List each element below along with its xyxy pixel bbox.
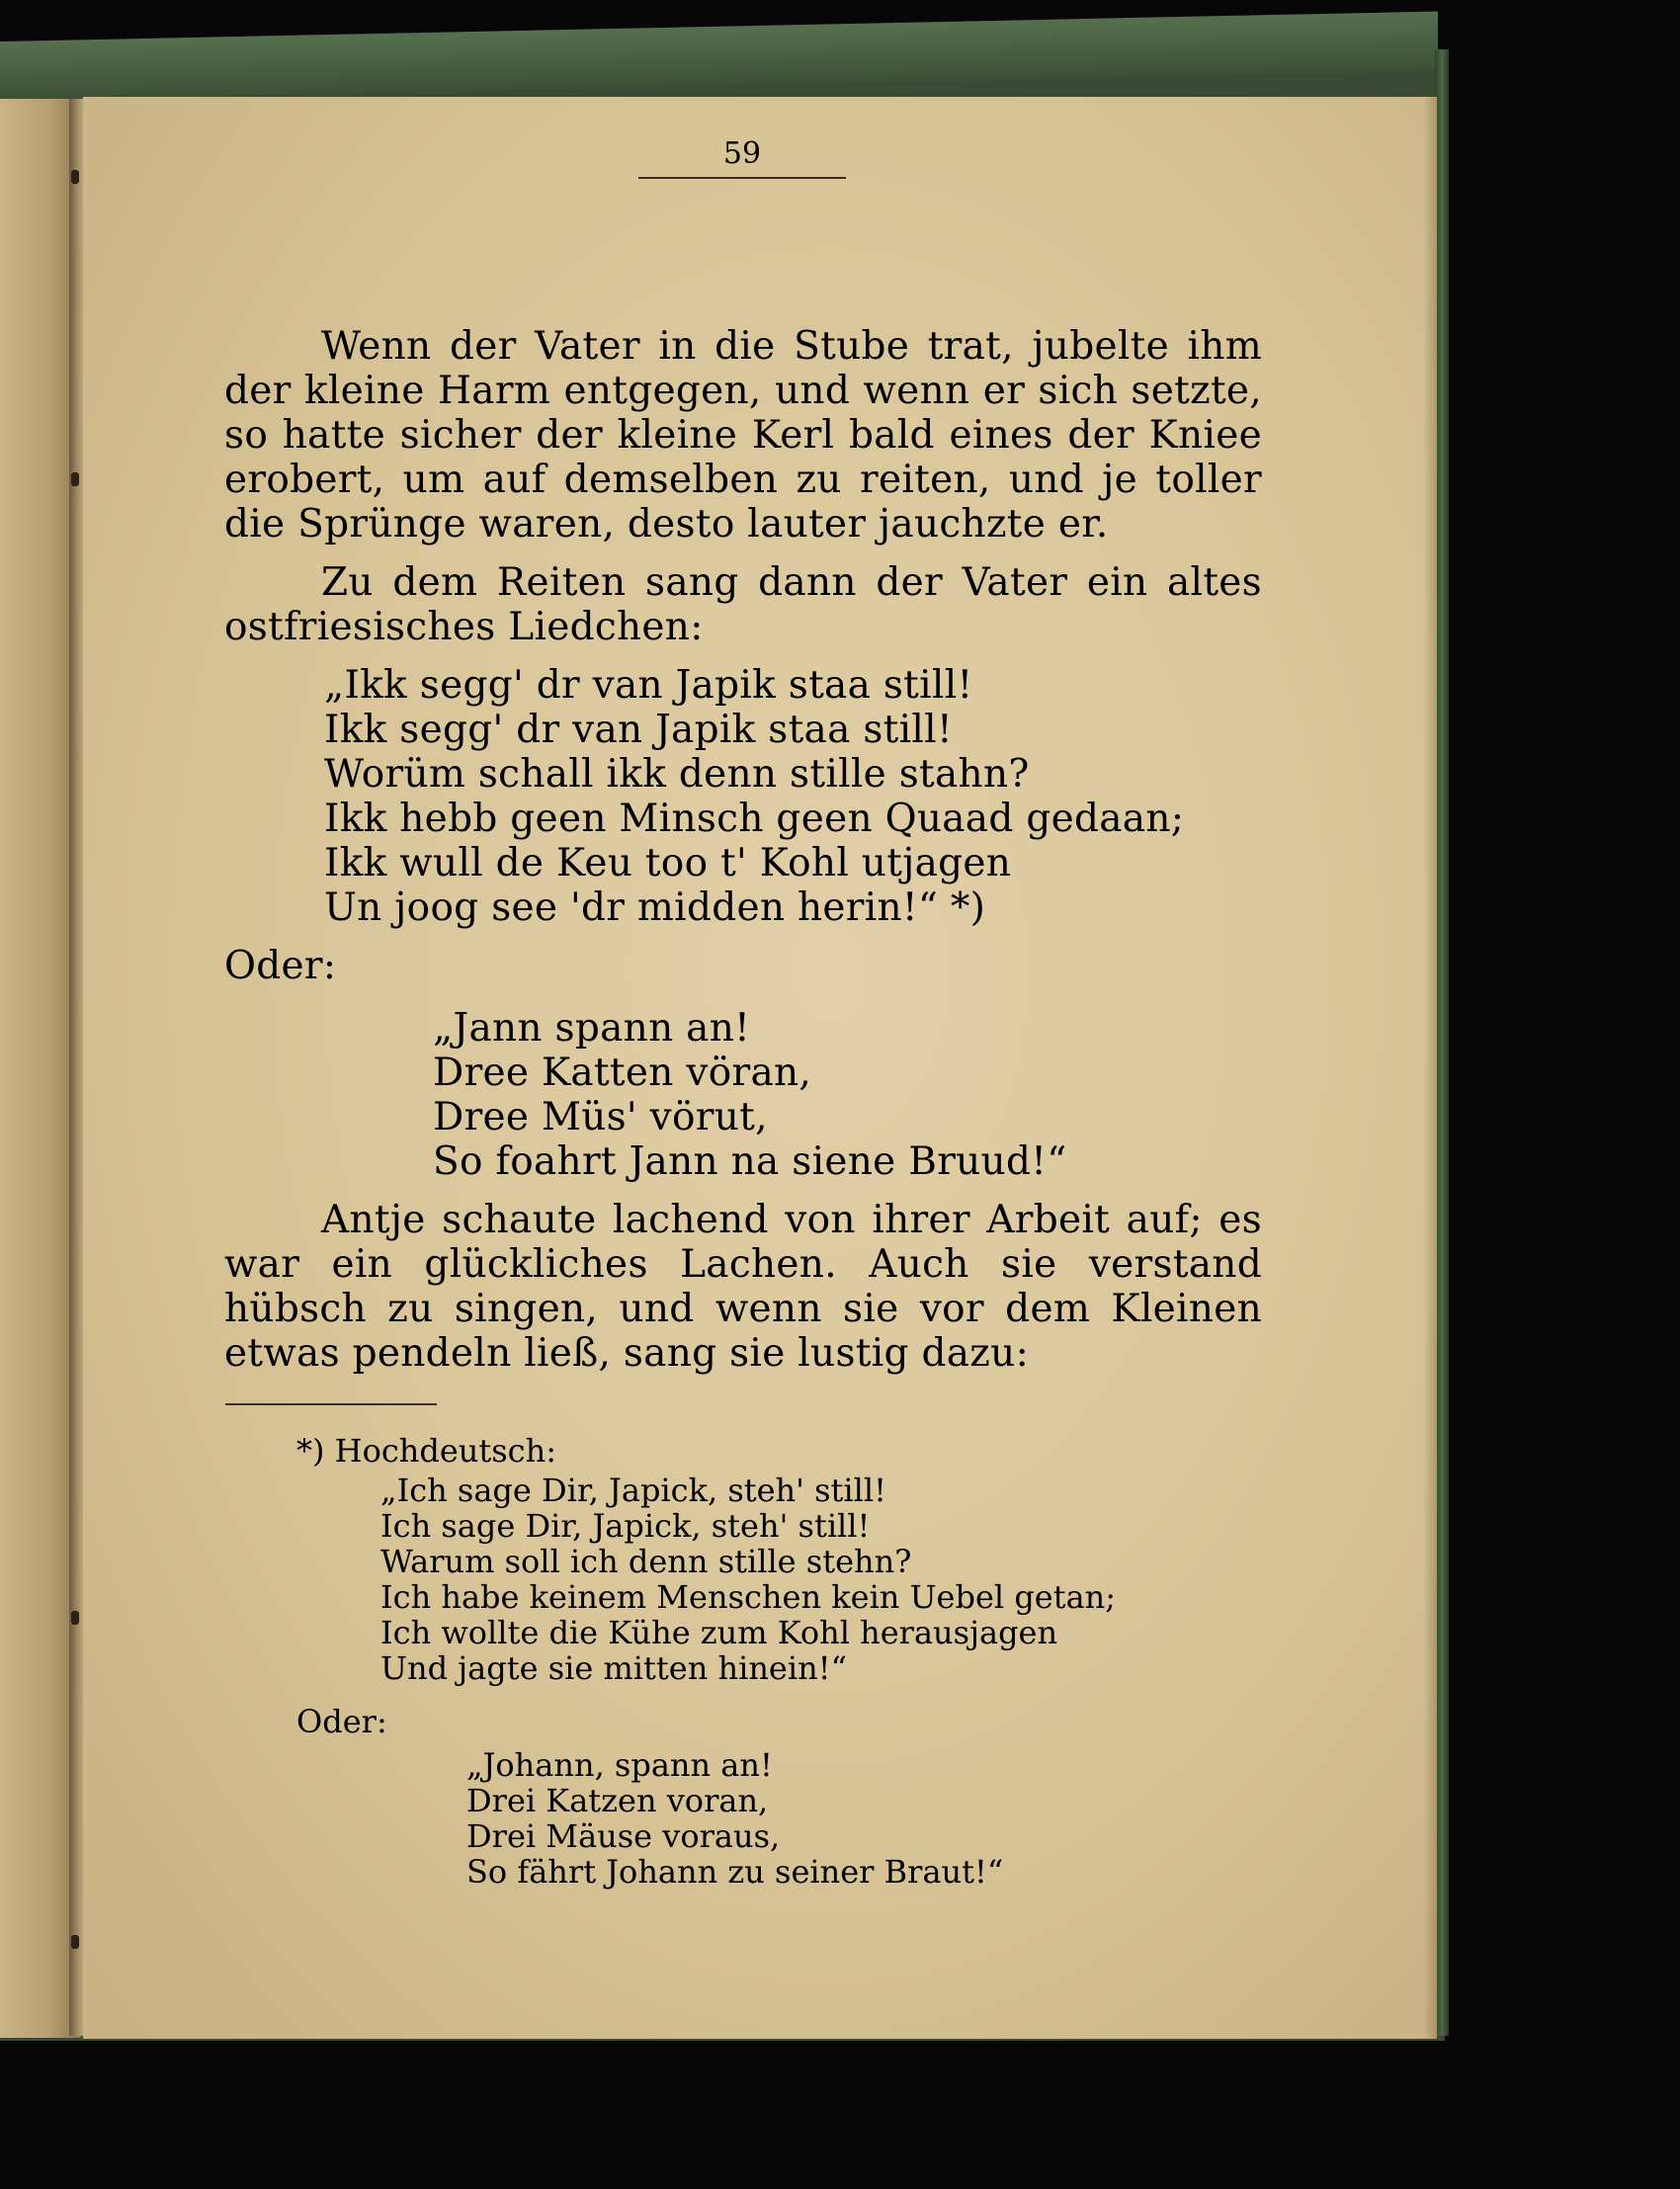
- verse-line: Ikk hebb geen Minsch geen Quaad gedaan;: [324, 797, 1185, 841]
- verse-line: Worüm schall ikk denn stille stahn?: [324, 752, 1030, 797]
- verse-line: Dree Katten vöran,: [433, 1051, 812, 1095]
- footnote-verse-1: [380, 1473, 1186, 1686]
- oder-label: Oder:: [224, 944, 337, 988]
- binding-stitch: [71, 170, 79, 184]
- binding-stitch: [71, 472, 79, 486]
- verse-line: „Ikk segg' dr van Japik staa still!: [324, 663, 973, 708]
- paragraph: Wenn der Vater in die Stube trat, jubelte ihm der kleine Harm entgegen, und wenn er sich setzte, so hatte sicher der kleine Kerl bald eines der Kniee erobert, um auf demselben zu reiten, und je toller die Sprünge waren, desto lauter jauchzte er.: [224, 324, 1262, 547]
- footnote-verse-2: [466, 1747, 1186, 1890]
- verse-line: „Jann spann an!: [433, 1006, 751, 1051]
- verse-line: Ikk wull de Keu too t' Kohl utjagen: [324, 841, 1012, 885]
- verse-line: Dree Müs' vörut,: [433, 1095, 768, 1139]
- verse-platt-2: [433, 1006, 1262, 1184]
- verse-line: Ich habe keinem Menschen kein Uebel getan;: [380, 1578, 1117, 1616]
- verse-line: „Ich sage Dir, Japick, steh' still!: [380, 1472, 886, 1509]
- footnote-oder-label: Oder:: [296, 1703, 387, 1740]
- cover-right-edge: [1435, 49, 1449, 2036]
- page-edge-shadow: [1423, 97, 1437, 2039]
- binding-stitch: [71, 1611, 79, 1625]
- verse-line: Drei Katzen voran,: [466, 1782, 769, 1819]
- verse-line: Und jagte sie mitten hinein!“: [380, 1649, 847, 1687]
- verse-line: Warum soll ich denn stille stehn?: [380, 1543, 912, 1580]
- main-text: [224, 324, 1262, 1389]
- verse-line: Ich wollte die Kühe zum Kohl herausjagen: [380, 1614, 1058, 1651]
- footnote-heading: *) Hochdeutsch:: [296, 1432, 556, 1470]
- verse-line: So foahrt Jann na siene Bruud!“: [433, 1139, 1067, 1184]
- verse-line: Ich sage Dir, Japick, steh' still!: [380, 1507, 871, 1545]
- verse-line: Drei Mäuse voraus,: [466, 1817, 781, 1855]
- paragraph: Antje schaute lachend von ihrer Arbeit auf; es war ein glückliches Lachen. Auch sie verstand hübsch zu singen, und wenn sie vor dem Kleinen etwas pendeln ließ, sang sie lustig dazu:: [224, 1198, 1262, 1376]
- page-number: 59: [638, 136, 846, 179]
- footnote: [296, 1433, 1186, 1890]
- verse-platt-1: [324, 663, 1262, 930]
- verse-line: Un joog see 'dr midden herin!“ *): [324, 885, 986, 930]
- binding-stitch: [71, 1935, 79, 1949]
- footnote-rule: [225, 1403, 437, 1405]
- verse-line: „Johann, spann an!: [466, 1746, 773, 1784]
- verse-line: So fährt Johann zu seiner Braut!“: [466, 1853, 1004, 1891]
- paragraph: Zu dem Reiten sang dann der Vater ein altes ostfriesisches Liedchen:: [224, 560, 1262, 649]
- verse-line: Ikk segg' dr van Japik staa still!: [324, 708, 953, 752]
